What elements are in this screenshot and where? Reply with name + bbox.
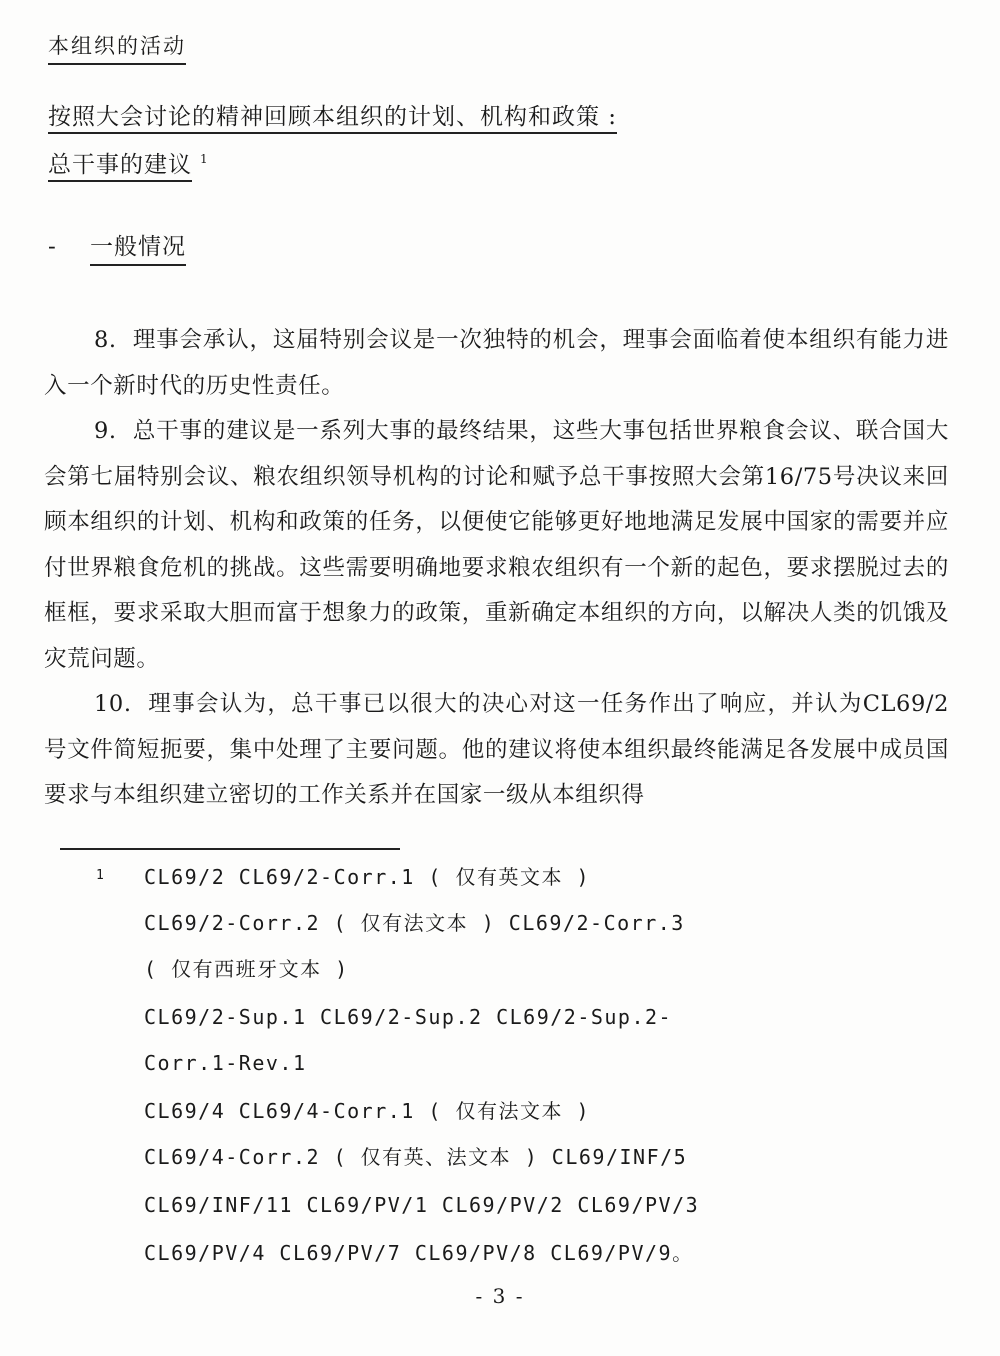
footnote-line: ( 仅有西班牙文本 ) — [144, 957, 349, 981]
paragraph-text: 总干事的建议是一系列大事的最终结果，这些大事包括世界粮食会议、联合国大会第七届特别会议、粮农组织领导机构的讨论和赋予总干事按照大会第16/75号决议来回顾本组织的计划、机构和政策的任务，以便使它能够更好地地满足发展中国家的需要并应付世界粮食危机的挑战。这些需要明确地要求粮农组织有一个新的起色，要求摆脱过去的框框，要求采取大胆而富于想象力的政策，重新确定本组织的方向，以解决人类的饥饿及灾荒问题。 — [44, 418, 949, 672]
section-title: 本组织的活动 — [48, 30, 186, 65]
footnote-line: CL69/4-Corr.2 ( 仅有英、法文本 ) CL69/INF/5 — [144, 1145, 688, 1169]
footnote-reference: 1 — [200, 152, 209, 166]
paragraph-10 — [44, 682, 949, 819]
paragraph-number: 8. — [94, 327, 117, 353]
paragraph-text: 理事会承认，这届特别会议是一次独特的机会，理事会面临着使本组织有能力进入一个新时代的历史性责任。 — [44, 327, 949, 399]
paragraph-text: 理事会认为，总干事已以很大的决心对这一任务作出了响应，并认为CL69/2号文件简短扼要，集中处理了主要问题。他的建议将使本组织最终能满足各发展中成员国要求与本组织建立密切的工作关系并在国家一级从本组织得 — [44, 691, 949, 808]
footnote-mark: 1 — [96, 868, 106, 883]
body-text — [44, 318, 949, 819]
heading-line-1 — [48, 98, 948, 140]
paragraph-8 — [44, 318, 949, 409]
paragraph-number: 10. — [94, 691, 132, 717]
footnote-line: CL69/2-Corr.2 ( 仅有法文本 ) CL69/2-Corr.3 — [144, 911, 685, 935]
paragraph-9 — [44, 409, 949, 682]
footnote-line: Corr.1-Rev.1 — [144, 1051, 307, 1075]
heading-line-1-text: 按照大会讨论的精神回顾本组织的计划、机构和政策 : — [48, 104, 617, 134]
document-heading — [48, 98, 948, 182]
heading-line-2 — [48, 140, 948, 182]
footnote-line: CL69/PV/4 CL69/PV/7 CL69/PV/8 CL69/PV/9。 — [144, 1241, 694, 1265]
page-number: - 3 - — [475, 1284, 525, 1308]
footnote-line: CL69/INF/11 CL69/PV/1 CL69/PV/2 CL69/PV/3 — [144, 1193, 700, 1217]
footnote-line: CL69/2-Sup.1 CL69/2-Sup.2 CL69/2-Sup.2- — [144, 1005, 673, 1029]
heading-line-2-text: 总干事的建议 — [48, 152, 192, 182]
footnote-line: CL69/4 CL69/4-Corr.1 ( 仅有法文本 ) — [144, 1099, 591, 1123]
footnote-line: CL69/2 CL69/2-Corr.1 ( 仅有英文本 ) — [144, 865, 591, 889]
paragraph-number: 9. — [94, 418, 117, 444]
subsection-heading — [48, 228, 186, 261]
footnote-divider — [60, 848, 400, 850]
subsection-dash: - — [48, 234, 57, 260]
subsection-title: 一般情况 — [90, 234, 186, 266]
